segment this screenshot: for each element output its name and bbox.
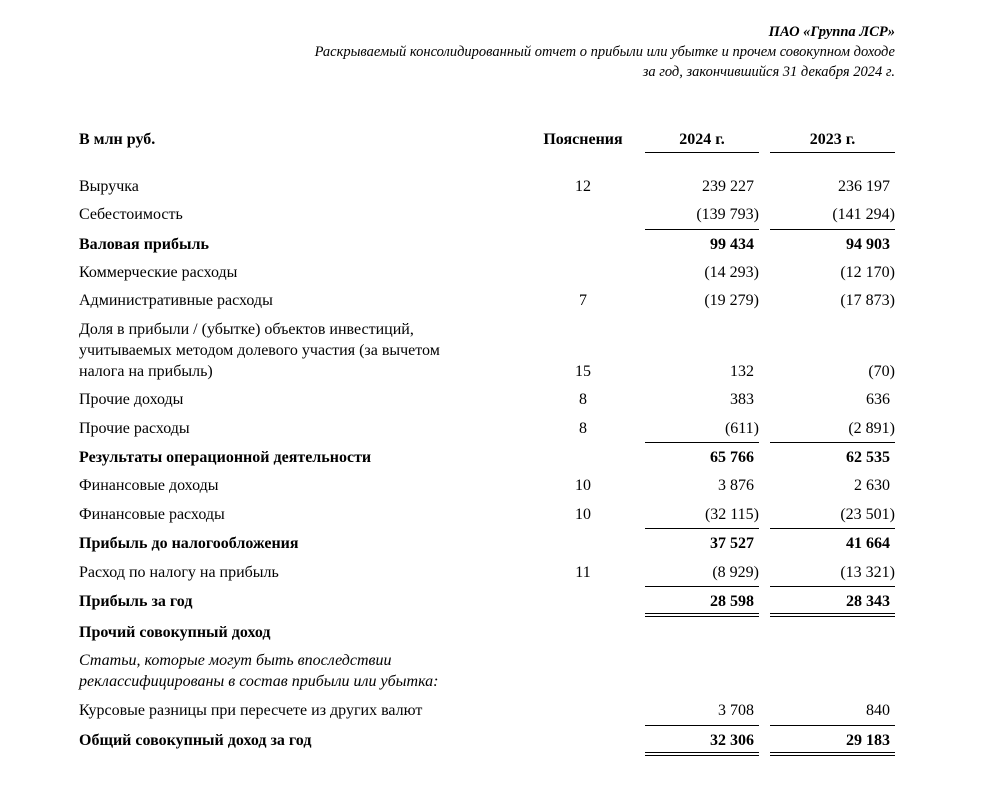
value-2023: (70) — [868, 363, 895, 380]
row-label: Прибыль за год — [79, 593, 193, 610]
row-label-line: Статьи, которые могут быть впоследствии — [79, 652, 392, 669]
value-2024: 28 598 — [710, 593, 754, 610]
subtotal-line-2024 — [645, 229, 759, 230]
value-2024: 32 306 — [710, 732, 754, 749]
total-double-line-2023 — [770, 613, 895, 617]
value-2024: 37 527 — [710, 535, 754, 552]
total-double-line-2024 — [645, 613, 759, 617]
value-2023: 41 664 — [846, 535, 890, 552]
value-2024: (8 929) — [712, 564, 759, 581]
value-2024: (139 793) — [696, 206, 759, 223]
value-2023: 840 — [866, 702, 890, 719]
row-note: 8 — [579, 420, 587, 437]
total-double-line-2024 — [645, 752, 759, 756]
row-label-line: налога на прибыль) — [79, 363, 213, 380]
row-label: Прочие доходы — [79, 391, 184, 408]
row-label: Себестоимость — [79, 206, 183, 223]
value-2023: 62 535 — [846, 449, 890, 466]
row-label: Общий совокупный доход за год — [79, 732, 312, 749]
row-label-line: Доля в прибыли / (убытке) объектов инвестиций, — [79, 321, 414, 338]
subtotal-line-2023 — [770, 725, 895, 726]
row-label: Финансовые доходы — [79, 477, 219, 494]
value-2024: 239 227 — [702, 178, 754, 195]
value-2023: 29 183 — [846, 732, 890, 749]
value-2024: 3 876 — [718, 477, 754, 494]
value-2024: (611) — [724, 420, 759, 437]
subtotal-line-2023 — [770, 442, 895, 443]
row-label: Курсовые разницы при пересчете из других валют — [79, 702, 423, 719]
row-note: 8 — [579, 391, 587, 408]
row-label: Коммерческие расходы — [79, 264, 238, 281]
company-name: ПАО «Группа ЛСР» — [768, 24, 895, 40]
value-2023: (23 501) — [840, 506, 895, 523]
subtotal-line-2024 — [645, 442, 759, 443]
subtotal-line-2024 — [645, 586, 759, 587]
value-2023: 94 903 — [846, 236, 890, 253]
value-2023: 28 343 — [846, 593, 890, 610]
row-label: Административные расходы — [79, 292, 273, 309]
row-label: Расход по налогу на прибыль — [79, 564, 279, 581]
report-header — [315, 22, 895, 82]
row-label: Прочий совокупный доход — [79, 624, 271, 641]
report-title: Раскрываемый консолидированный отчет о прибыли или убытке и прочем совокупном доходе — [314, 44, 895, 60]
header-underline-2023 — [770, 152, 895, 153]
year-2024-header: 2024 г. — [679, 131, 725, 148]
value-2023: (12 170) — [840, 264, 895, 281]
row-note: 7 — [579, 292, 587, 309]
row-note: 11 — [575, 564, 591, 581]
row-note: 10 — [575, 477, 591, 494]
row-label: Финансовые расходы — [79, 506, 225, 523]
value-2024: 65 766 — [710, 449, 754, 466]
row-label — [79, 319, 519, 382]
value-2024: 99 434 — [710, 236, 754, 253]
subtotal-line-2023 — [770, 229, 895, 230]
row-label: Валовая прибыль — [79, 236, 209, 253]
value-2024: (32 115) — [704, 506, 759, 523]
value-2023: (13 321) — [840, 564, 895, 581]
row-label: Выручка — [79, 178, 139, 195]
subtotal-line-2023 — [770, 528, 895, 529]
total-double-line-2023 — [770, 752, 895, 756]
value-2024: (14 293) — [704, 264, 759, 281]
row-note: 10 — [575, 506, 591, 523]
row-label-line: реклассифицированы в состав прибыли или убытка: — [79, 673, 439, 690]
row-note: 15 — [575, 363, 591, 380]
units-header: В млн руб. — [79, 131, 156, 148]
row-label-line: учитываемых методом долевого участия (за вычетом — [79, 342, 440, 359]
value-2024: (19 279) — [704, 292, 759, 309]
report-period: за год, закончившийся 31 декабря 2024 г. — [642, 64, 895, 80]
row-note: 12 — [575, 178, 591, 195]
subtotal-line-2024 — [645, 528, 759, 529]
row-label: Прибыль до налогообложения — [79, 535, 299, 552]
row-label: Прочие расходы — [79, 420, 190, 437]
year-2023-header: 2023 г. — [809, 131, 856, 148]
value-2023: 636 — [866, 391, 890, 408]
row-label: Результаты операционной деятельности — [79, 449, 372, 466]
value-2024: 3 708 — [718, 702, 754, 719]
value-2023: 2 630 — [854, 477, 890, 494]
value-2023: (2 891) — [848, 420, 895, 437]
header-underline-2024 — [645, 152, 759, 153]
subtotal-line-2023 — [770, 586, 895, 587]
notes-header: Пояснения — [543, 131, 623, 148]
value-2024: 383 — [730, 391, 754, 408]
value-2023: 236 197 — [838, 178, 890, 195]
value-2023: (17 873) — [840, 292, 895, 309]
value-2023: (141 294) — [832, 206, 895, 223]
subtotal-line-2024 — [645, 725, 759, 726]
value-2024: 132 — [730, 363, 754, 380]
row-label — [79, 650, 559, 692]
